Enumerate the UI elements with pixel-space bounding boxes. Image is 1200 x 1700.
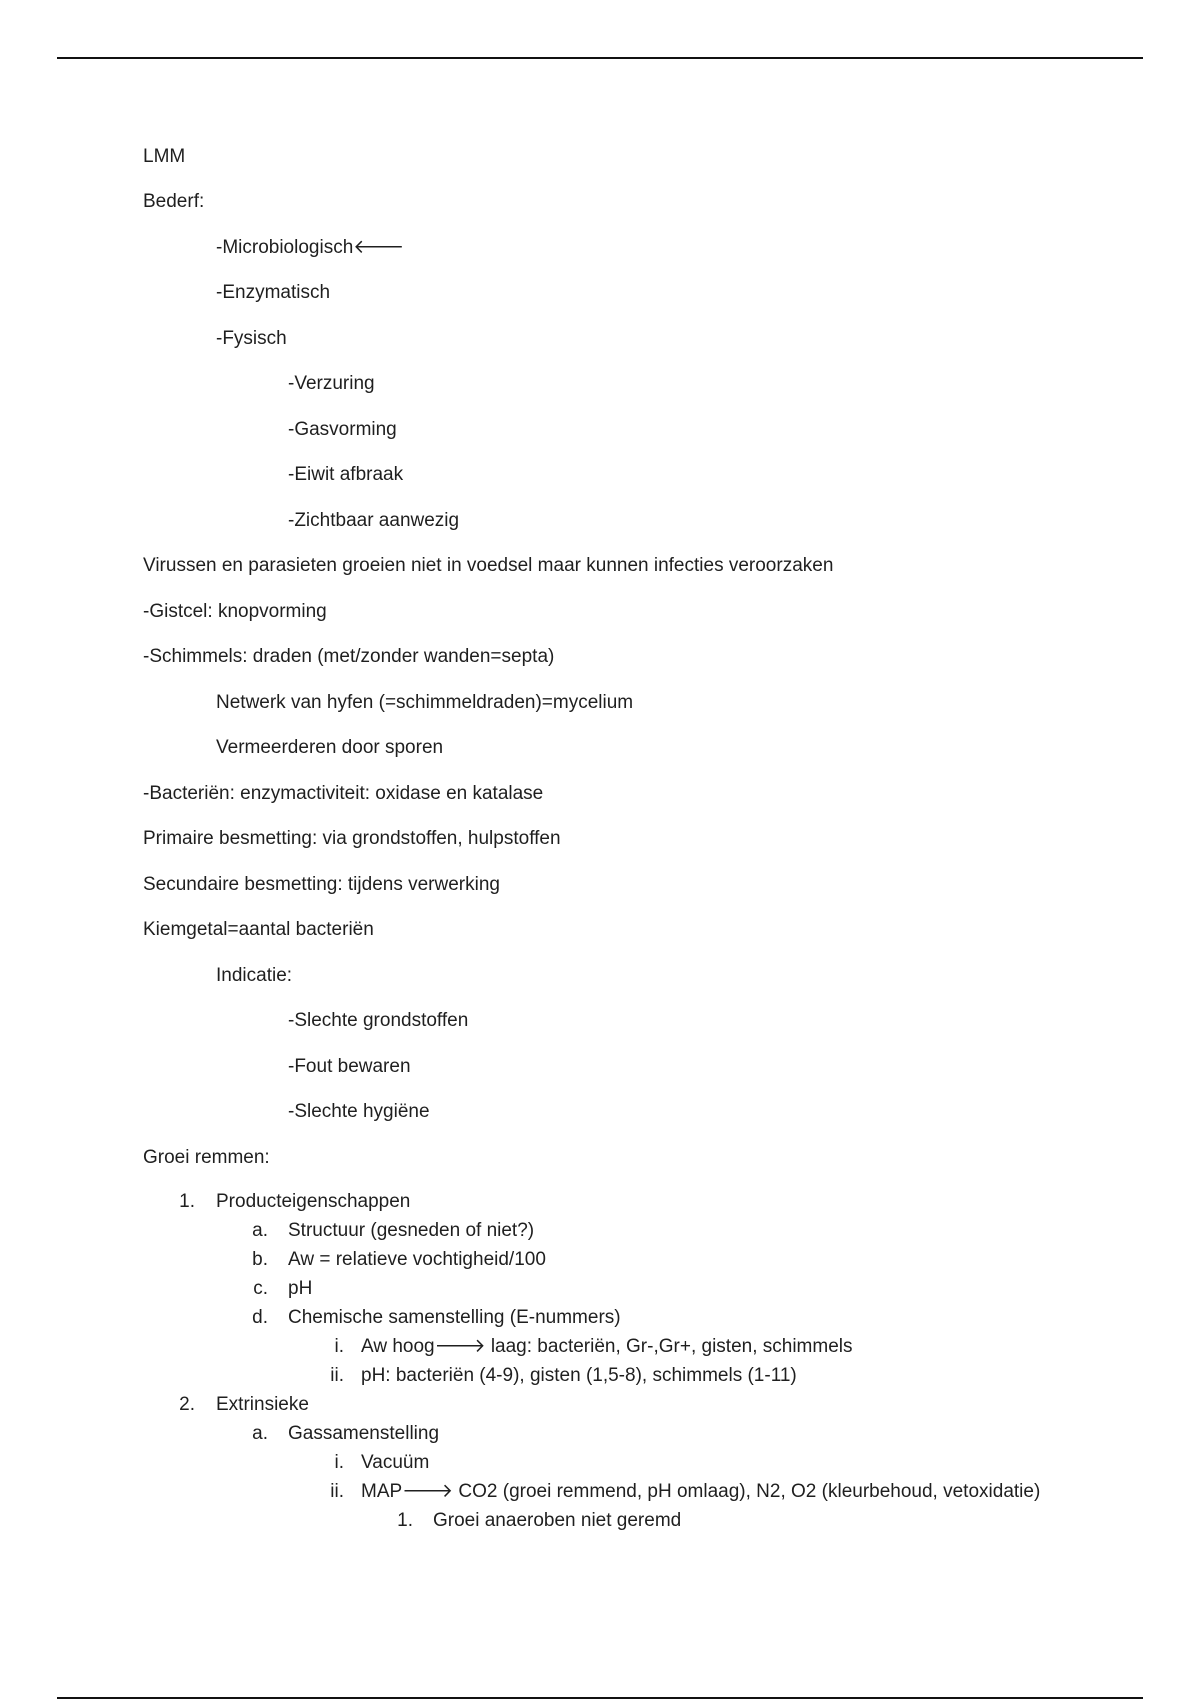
list-item: Aw hoog🡒 laag: bacteriën, Gr-,Gr+, gisten, schimmels: [361, 1336, 853, 1357]
list-number: 1.: [179, 1191, 195, 1212]
fysisch-item: -Zichtbaar aanwezig: [288, 510, 460, 531]
list-item: Chemische samenstelling (E-nummers): [288, 1307, 621, 1328]
list-number: 2.: [179, 1394, 195, 1415]
list-letter: a.: [252, 1220, 268, 1241]
list-roman: ii.: [330, 1365, 344, 1386]
indicatie-heading: Indicatie:: [216, 965, 293, 986]
paragraph-gistcel: -Gistcel: knopvorming: [143, 601, 327, 622]
paragraph-primaire: Primaire besmetting: via grondstoffen, hulpstoffen: [143, 828, 561, 849]
bederf-item: -Enzymatisch: [216, 282, 331, 303]
fysisch-item: -Gasvorming: [288, 419, 397, 440]
list-item: MAP🡒 CO2 (groei remmend, pH omlaag), N2, O2 (kleurbehoud, vetoxidatie): [361, 1481, 1041, 1502]
list-item: Vacuüm: [361, 1452, 430, 1473]
fysisch-item: -Eiwit afbraak: [288, 464, 404, 485]
paragraph-netwerk: Netwerk van hyfen (=schimmeldraden)=mycelium: [216, 692, 634, 713]
list-letter: a.: [252, 1423, 268, 1444]
list-item: pH: [288, 1278, 313, 1299]
paragraph-vermeerderen: Vermeerderen door sporen: [216, 737, 444, 758]
list-roman: i.: [334, 1452, 344, 1473]
paragraph-secundaire: Secundaire besmetting: tijdens verwerking: [143, 874, 500, 895]
indicatie-item: -Fout bewaren: [288, 1056, 411, 1077]
paragraph-bacterien: -Bacteriën: enzymactiviteit: oxidase en katalase: [143, 783, 544, 804]
bederf-item: -Microbiologisch🡐: [216, 237, 405, 258]
paragraph-schimmels: -Schimmels: draden (met/zonder wanden=septa): [143, 646, 555, 667]
list-item: Extrinsieke: [216, 1394, 309, 1415]
groei-remmen-heading: Groei remmen:: [143, 1147, 270, 1168]
indicatie-item: -Slechte grondstoffen: [288, 1010, 469, 1031]
list-item: Groei anaeroben niet geremd: [433, 1510, 682, 1531]
list-item: Structuur (gesneden of niet?): [288, 1220, 535, 1241]
header-rule: [57, 57, 1143, 59]
list-item: Gassamenstelling: [288, 1423, 440, 1444]
doc-title: LMM: [143, 146, 186, 167]
paragraph-virussen: Virussen en parasieten groeien niet in voedsel maar kunnen infecties veroorzaken: [143, 555, 834, 576]
paragraph-kiemgetal: Kiemgetal=aantal bacteriën: [143, 919, 374, 940]
list-item: Producteigenschappen: [216, 1191, 411, 1212]
list-letter: c.: [253, 1278, 268, 1299]
bederf-item: -Fysisch: [216, 328, 287, 349]
list-roman: ii.: [330, 1481, 344, 1502]
list-roman: i.: [334, 1336, 344, 1357]
list-item: Aw = relatieve vochtigheid/100: [288, 1249, 546, 1270]
list-letter: d.: [252, 1307, 268, 1328]
bederf-heading: Bederf:: [143, 191, 205, 212]
footer-rule: [57, 1697, 1143, 1699]
indicatie-item: -Slechte hygiëne: [288, 1101, 430, 1122]
list-letter: b.: [252, 1249, 268, 1270]
list-item: pH: bacteriën (4-9), gisten (1,5-8), schimmels (1-11): [361, 1365, 797, 1386]
list-number: 1.: [397, 1510, 413, 1531]
fysisch-item: -Verzuring: [288, 373, 375, 394]
